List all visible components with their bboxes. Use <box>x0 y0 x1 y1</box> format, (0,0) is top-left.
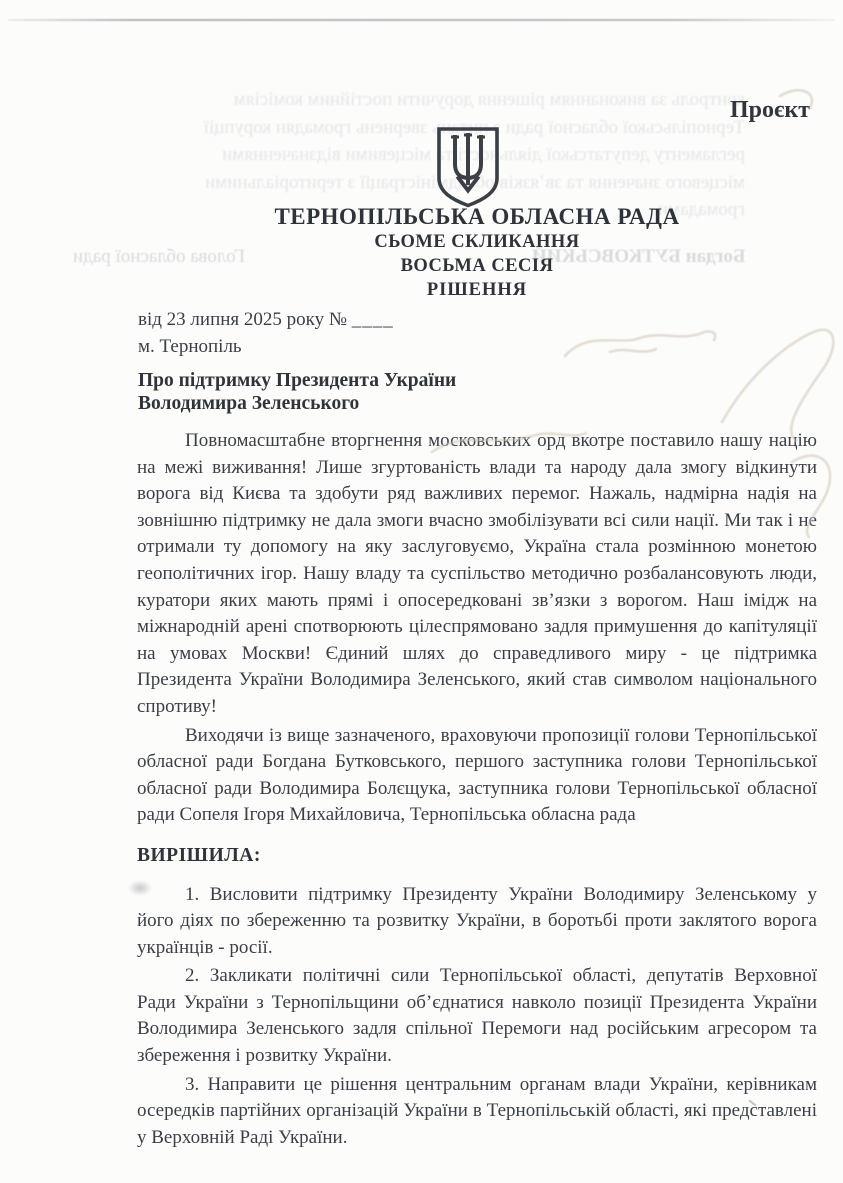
scan-artifact-top-line <box>8 19 835 21</box>
city-line: м. Тернопіль <box>138 336 242 357</box>
bleed-through-line: місцевого значення та зв’язків обладміністрації з територіальними <box>204 171 745 193</box>
session-line: ВОСЬМА СЕСІЯ <box>400 256 554 276</box>
bleed-through-left-text: Голова обласної ради <box>73 246 245 267</box>
doc-meta <box>138 306 394 360</box>
bleed-through-line: контроль за виконанням рішення доручити постійним комісіям <box>233 89 745 110</box>
resolved-heading: ВИРІШИЛА: <box>137 844 261 866</box>
date-text: від 23 липня 2025 року № <box>138 309 347 330</box>
bleed-through-line: Тернопільської обласної ради з питань звернень громадян корупції <box>203 116 745 138</box>
number-blank-field: ____ <box>351 309 394 330</box>
decision-item: 2. Закликати політичні сили Тернопільської області, депутатів Верховної Ради України з Тернопільщини об’єднатися навколо позиції Президента України Володимира Зеленського задля спільної Перемоги над російським агресором та збереження і розвитку України. <box>137 965 817 1067</box>
body-paragraph: Виходячи із вище зазначеного, враховуючи пропозиції голови Тернопільської обласної ради Богдана Бутковського, першого заступника голови Тернопільської обласної ради Володимира Болєщука, заступника голови Тернопільської обласної ради Сопеля Ігоря Михайловича, Тернопільська обласна рада <box>137 724 817 826</box>
body-paragraph: Повномасштабне вторгнення московських орд вкотре поставило нашу націю на межі виживання! Лише згуртованість влади та народу дала змогу відкинути ворога від Києва та здобути ряд важливих перемог. Нажаль, надмірна надія на зовнішню підтримку не дала змоги вчасно змобілізувати всі сили нації. Ми так і не отримали ту допомогу на яку заслуговуємо, Україна стала розмінною монетою геополітичних ігор. Нашу владу та суспільство методично розбалансовують люди, куратори яких мають прямі і опосередковані зв’язки з ворогом. Наш імідж на міжнародній арені спотворюють цілеспрямовано задля примушення до капітуляції на умовах Москви! Єдиний шлях до справедливого миру - це підтримка Президента України Володимира Зеленського, який став символом національного спротиву! <box>137 430 817 717</box>
ukraine-trident-icon <box>435 126 501 209</box>
subject-line-1: Про підтримку Президента України <box>138 370 457 391</box>
org-name-heading: ТЕРНОПІЛЬСЬКА ОБЛАСНА РАДА <box>274 204 680 229</box>
doc-type-heading: РІШЕННЯ <box>426 280 528 300</box>
document-body <box>137 428 817 1151</box>
bleed-through-right-text: Богдан БУТКОВСЬКИЙ <box>531 246 745 267</box>
bleed-through-paragraph <box>73 86 745 224</box>
decision-item: 1. Висловити підтримку Президенту України Володимиру Зеленському у його діях по збереженню та розвитку України, в боротьбі проти заклятого ворога українців - росії. <box>137 883 817 958</box>
subject-title <box>138 369 456 415</box>
date-line <box>138 306 394 333</box>
draft-label: Проєкт <box>729 97 810 123</box>
bleed-through-line: регламенту депутатської діяльності та місцевими відзначеннями <box>222 144 745 165</box>
subject-line-2: Володимира Зеленського <box>138 393 360 414</box>
convocation-line: СЬОМЕ СКЛИКАННЯ <box>374 232 580 252</box>
decision-item: 3. Направити це рішення центральним органам влади України, керівникам осередків партійних організацій України в Тернопільській області, які представлені у Верховній Раді України. <box>137 1073 817 1148</box>
bleed-through-line: громадами <box>657 199 745 220</box>
